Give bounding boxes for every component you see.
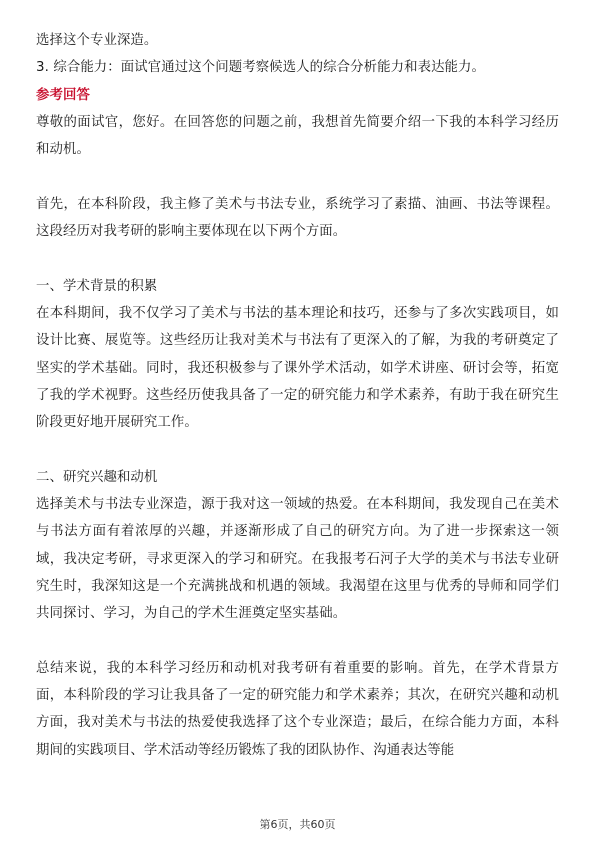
page-footer: 第6页，共60页 [259,818,336,831]
section-2-body: 选择美术与书法专业深造，源于我对这一领域的热爱。在本科期间，我发现自己在美术与书法方面有着浓厚的兴趣，并逐渐形成了自己的研究方向。为了进一步探索这一领域，我决定考研，寻求更深入的学习和研究。在我报考石河子大学的美术与书法专业研究生时，我深知这是一个充满挑战和机遇的领域。我渴望在这里与优秀的导师和同学们共同探讨、学习，为自己的学术生涯奠定坚实基础。 [36,497,559,622]
continued-line: 选择这个专业深造。 [36,33,158,48]
blank-line [36,245,559,272]
section-1-body: 在本科期间，我不仅学习了美术与书法的基本理论和技巧，还参与了多次实践项目，如设计比赛、展览等。这些经历让我对美术与书法有了更深入的了解，为我的考研奠定了坚实的学术基础。同时，我还积极参与了课外学术活动，如学术讲座、研讨会等，拓宽了我的学术视野。这些经历使我具备了一定的研究能力和学术素养，有助于我在研究生阶段更好地开展研究工作。 [36,305,559,431]
section-1-title: 一、学术背景的积累 [36,278,158,294]
section-2-title: 二、研究兴趣和动机 [36,469,158,485]
reference-answer-heading: 参考回答 [36,87,90,103]
point-3: 3. 综合能力：面试官通过这个问题考察候选人的综合分析能力和表达能力。 [36,60,486,76]
blank-line [36,436,559,463]
first-paragraph: 首先，在本科阶段，我主修了美术与书法专业，系统学习了素描、油画、书法等课程。这段经历对我考研的影响主要体现在以下两个方面。 [36,196,559,240]
blank-line [36,163,559,190]
intro-paragraph: 尊敬的面试官，您好。在回答您的问题之前，我想首先简要介绍一下我的本科学习经历和动机。 [36,114,559,158]
summary-paragraph: 总结来说，我的本科学习经历和动机对我考研有着重要的影响。首先，在学术背景方面，本科阶段的学习让我具备了一定的研究能力和学术素养；其次，在研究兴趣和动机方面，我对美术与书法的热爱使我选择了这个专业深造；最后，在综合能力方面，本科期间的实践项目、学术活动等经历锻炼了我的团队协作、沟通表达等能 [36,660,559,758]
page-content [36,27,559,764]
blank-line [36,628,559,655]
